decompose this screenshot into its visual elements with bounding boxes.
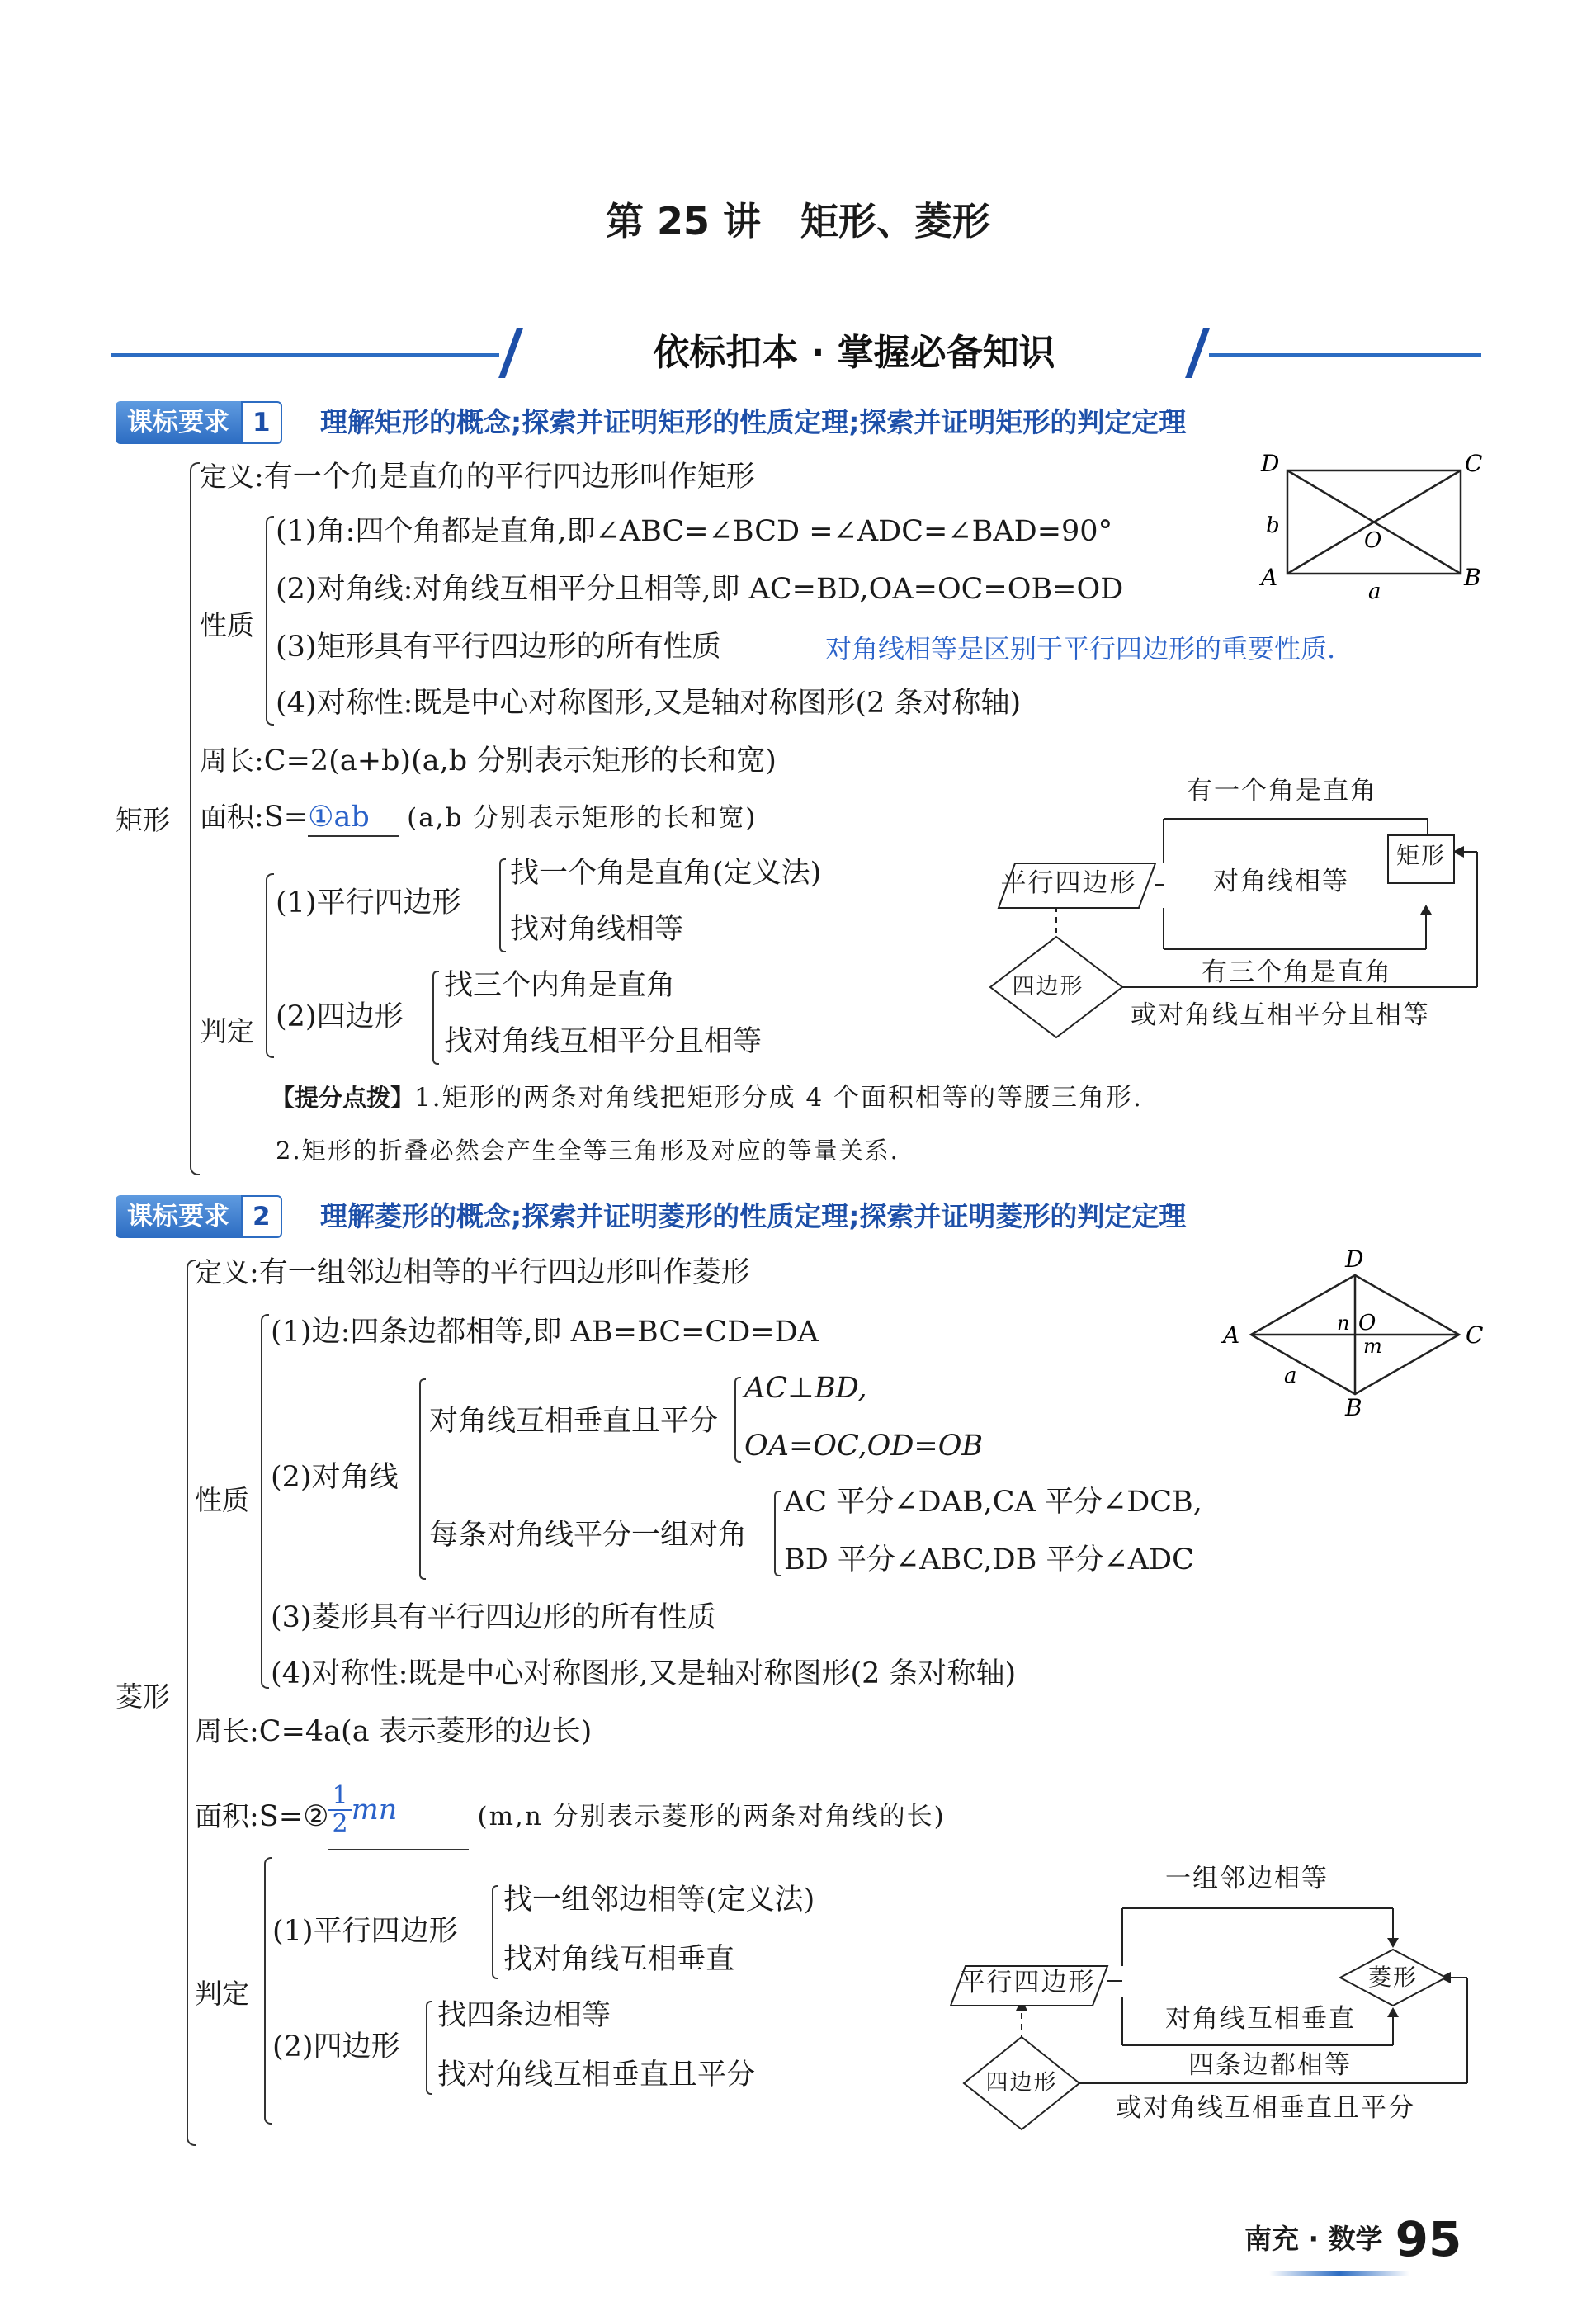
rect-flow-quad: 四边形 <box>1012 974 1084 1000</box>
rect-judge-2: (2)四边形 <box>276 1000 404 1033</box>
rhombus-judge-2: (2)四边形 <box>272 2030 400 2063</box>
rect-fig-a: a <box>1368 579 1381 604</box>
rhombus-prop-1: (1)边:四条边都相等,即 AB=BC=CD=DA <box>271 1316 819 1349</box>
rhombus-area <box>195 1783 946 1849</box>
footer-page: 95 <box>1395 2211 1462 2267</box>
rhombus-flow-mid: 对角线互相垂直 <box>1165 2004 1356 2034</box>
rhombus-fig-O: O <box>1358 1311 1376 1335</box>
rhombus-flow-top: 一组邻边相等 <box>1165 1864 1329 1893</box>
rect-judge-2a: 找三个内角是直角 <box>444 969 676 1002</box>
rect-prop-4: (4)对称性:既是中心对称图形,又是轴对称图形(2 条对称轴) <box>276 687 1022 720</box>
rect-judge-1b: 找对角线相等 <box>510 913 684 946</box>
rect-judge-2b: 找对角线互相平分且相等 <box>444 1025 763 1058</box>
rhombus-area-pre: :S=② <box>249 1800 329 1833</box>
rect-prop-2: (2)对角线:对角线互相平分且相等,即 AC=BD,OA=OC=OB=OD <box>276 573 1124 606</box>
rhombus-fig-A: A <box>1223 1321 1240 1349</box>
rhombus-prop-3: (3)菱形具有平行四边形的所有性质 <box>271 1601 716 1634</box>
rect-fig-D: D <box>1261 450 1280 477</box>
rect-fig-A: A <box>1261 564 1278 591</box>
rect-flow-parallelogram: 平行四边形 <box>1000 868 1137 898</box>
rhombus-judge-1-bracket <box>492 1885 498 1979</box>
rhombus-area-blank[interactable] <box>328 1783 469 1850</box>
req1-badge-label: 课标要求 <box>116 401 241 444</box>
rect-perim-text: :C=2(a+b)(a,b 分别表示矩形的长和宽) <box>254 744 777 778</box>
rhombus-judge-2a: 找四条边相等 <box>437 1999 611 2032</box>
rhombus-fig-a: a <box>1284 1364 1297 1388</box>
rhombus-fig-m: m <box>1363 1335 1382 1358</box>
rhombus-flow-quad: 四边形 <box>985 2070 1058 2096</box>
rhombus-flow-rhombus: 菱形 <box>1367 1964 1418 1991</box>
rect-perim-label: 周长 <box>200 744 254 777</box>
footer <box>1244 2210 1461 2276</box>
rect-judge-1-bracket <box>499 858 506 952</box>
rect-main-label: 矩形 <box>116 804 170 836</box>
rect-def-label: 定义 <box>200 461 254 493</box>
rect-flow-mid: 对角线相等 <box>1213 867 1349 896</box>
rhombus-area-num: 1 <box>328 1783 351 1811</box>
rhombus-def-text: :有一组邻边相等的平行四边形叫作菱形 <box>249 1256 750 1289</box>
rect-area <box>200 799 757 837</box>
rect-prop-label: 性质 <box>200 609 254 641</box>
req1-text: 理解矩形的概念;探索并证明矩形的性质定理;探索并证明矩形的判定定理 <box>320 406 1187 438</box>
rhombus-prop-2a1: AC⊥BD, <box>744 1372 867 1405</box>
req1-badge <box>116 401 282 444</box>
rhombus-prop-bracket <box>261 1314 269 1689</box>
rhombus-fig-D: D <box>1345 1245 1364 1273</box>
rect-tip-1 <box>271 1081 1143 1114</box>
rhombus-area-post: (m,n 分别表示菱形的两条对角线的长) <box>477 1802 946 1832</box>
req1-badge-num: 1 <box>241 401 282 444</box>
rhombus-area-var: mn <box>351 1794 398 1827</box>
rect-fig-B: B <box>1464 564 1481 591</box>
rhombus-prop-2a: 对角线互相垂直且平分 <box>429 1405 719 1438</box>
rhombus-main-label: 菱形 <box>116 1680 170 1713</box>
rect-figure <box>1246 450 1485 607</box>
rect-prop-3-note: 对角线相等是区别于平行四边形的重要性质. <box>825 633 1336 664</box>
rhombus-prop-2: (2)对角线 <box>271 1461 399 1494</box>
rect-fig-O: O <box>1364 528 1382 553</box>
req2-badge-label: 课标要求 <box>116 1195 241 1238</box>
rect-judge-bracket <box>266 873 274 1058</box>
req2-badge-num: 2 <box>241 1195 282 1238</box>
rect-judge-label: 判定 <box>200 1015 254 1047</box>
rhombus-area-den: 2 <box>332 1809 348 1838</box>
rhombus-main-bracket <box>187 1260 196 2146</box>
rect-definition <box>200 459 755 495</box>
rhombus-prop-2a-bracket <box>734 1377 741 1463</box>
rhombus-judge-bracket <box>264 1857 272 2125</box>
rect-main-bracket <box>190 462 200 1175</box>
footer-source: 南充 · 数学 <box>1244 2223 1383 2255</box>
rect-area-blank[interactable]: ①ab <box>308 799 399 837</box>
rect-flow-rect: 矩形 <box>1395 842 1446 869</box>
rhombus-area-label: 面积 <box>195 1800 249 1832</box>
rhombus-judge-1b: 找对角线互相垂直 <box>503 1943 735 1976</box>
rect-judge-1a: 找一个角是直角(定义法) <box>510 857 822 890</box>
rhombus-prop-2b: 每条对角线平分一组对角 <box>429 1519 748 1552</box>
rect-prop-1: (1)角:四个角都是直角,即∠ABC=∠BCD =∠ADC=∠BAD=90° <box>276 515 1113 548</box>
rect-area-pre: :S= <box>254 801 309 834</box>
rhombus-prop-4: (4)对称性:既是中心对称图形,又是轴对称图形(2 条对称轴) <box>271 1657 1017 1690</box>
rhombus-fig-C: C <box>1466 1321 1484 1349</box>
rhombus-prop-2a2: OA=OC,OD=OB <box>744 1430 984 1463</box>
rhombus-judge-1: (1)平行四边形 <box>272 1915 458 1948</box>
rect-area-post: (a,b 分别表示矩形的长和宽) <box>407 803 758 833</box>
rhombus-perim-text: :C=4a(a 表示菱形的边长) <box>249 1715 593 1748</box>
rhombus-prop-2b2: BD 平分∠ABC,DB 平分∠ADC <box>784 1543 1194 1576</box>
rect-fig-C: C <box>1465 450 1483 477</box>
rect-flow-bot1: 有三个角是直角 <box>1202 957 1392 987</box>
rect-area-label: 面积 <box>200 801 254 833</box>
rect-tip-1-text: 1.矩形的两条对角线把矩形分成 4 个面积相等的等腰三角形. <box>414 1083 1143 1113</box>
rhombus-fig-B: B <box>1345 1394 1362 1416</box>
rhombus-definition <box>195 1255 750 1291</box>
rect-flow-top: 有一个角是直角 <box>1187 776 1377 806</box>
rhombus-perim-label: 周长 <box>195 1715 249 1747</box>
rect-prop-3: (3)矩形具有平行四边形的所有性质 <box>276 631 721 664</box>
rhombus-judge-label: 判定 <box>195 1978 249 2010</box>
rhombus-prop-2b1: AC 平分∠DAB,CA 平分∠DCB, <box>784 1486 1202 1519</box>
rhombus-prop-2b-bracket <box>774 1491 781 1576</box>
section-banner <box>111 328 1481 378</box>
section-banner-text: 依标扣本 · 掌握必备知识 <box>653 332 1055 374</box>
rect-perimeter <box>200 743 777 779</box>
footer-underline <box>1269 2271 1409 2276</box>
rhombus-figure <box>1221 1242 1494 1416</box>
rect-fig-b: b <box>1266 513 1280 538</box>
rect-judge-1: (1)平行四边形 <box>276 886 461 919</box>
rhombus-flow-bot2: 或对角线互相垂直且平分 <box>1116 2093 1415 2123</box>
rhombus-flow-parallelogram: 平行四边形 <box>959 1968 1096 1997</box>
rhombus-def-label: 定义 <box>195 1256 249 1288</box>
rhombus-fig-n: n <box>1337 1312 1350 1335</box>
rect-tip-label: 【提分点拨】 <box>271 1084 415 1112</box>
rhombus-judge-2b: 找对角线互相垂直且平分 <box>437 2058 756 2091</box>
rect-judge-2-bracket <box>432 971 439 1065</box>
rect-def-text: :有一个角是直角的平行四边形叫作矩形 <box>254 461 755 494</box>
rhombus-judge-1a: 找一组邻边相等(定义法) <box>503 1884 815 1917</box>
rhombus-perimeter <box>195 1713 592 1750</box>
rhombus-prop-label: 性质 <box>195 1484 249 1516</box>
rect-flow-bot2: 或对角线互相平分且相等 <box>1131 1000 1430 1030</box>
rhombus-prop-2-bracket <box>419 1378 426 1580</box>
req2-text: 理解菱形的概念;探索并证明菱形的性质定理;探索并证明菱形的判定定理 <box>320 1200 1187 1232</box>
rhombus-flow-bot1: 四条边都相等 <box>1188 2050 1352 2080</box>
rect-prop-bracket <box>266 516 274 726</box>
rhombus-judge-2-bracket <box>426 2001 432 2095</box>
req2-badge <box>116 1195 282 1238</box>
page-title: 第 25 讲 矩形、菱形 <box>605 199 991 243</box>
rect-tip-2: 2.矩形的折叠必然会产生全等三角形及对应的等量关系. <box>276 1137 900 1165</box>
